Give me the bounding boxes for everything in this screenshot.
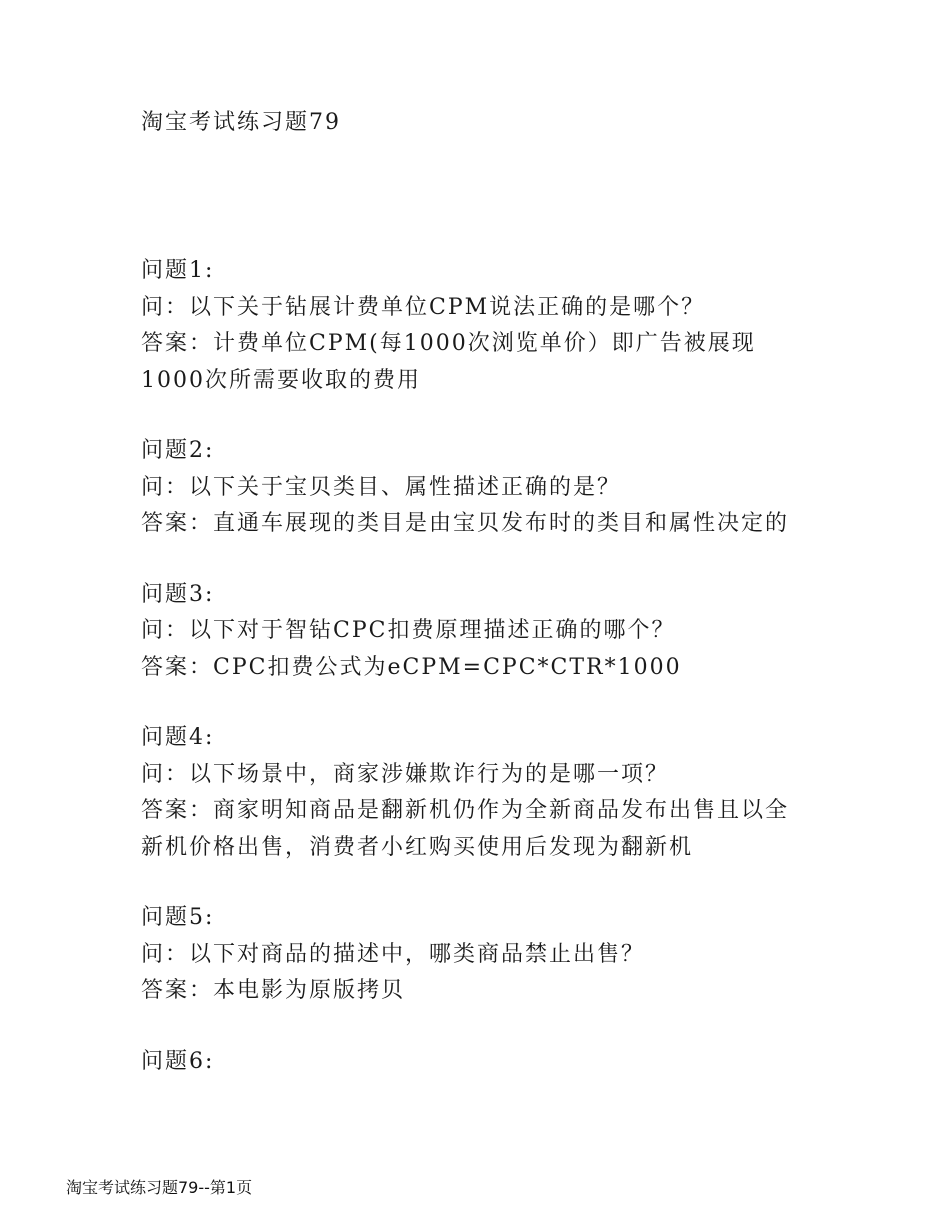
- question-text: 问：以下场景中，商家涉嫌欺诈行为的是哪一项？: [141, 761, 670, 787]
- answer-text-continued: 1000次所需要收取的费用: [141, 367, 421, 393]
- question-block-4: [141, 720, 821, 866]
- question-text: 问：以下关于钻展计费单位CPM说法正确的是哪个？: [141, 294, 706, 320]
- answer-text: 答案：计费单位CPM(每1000次浏览单价）即广告被展现: [141, 331, 756, 356]
- answer-text-continued: 新机价格出售，消费者小红购买使用后发现为翻新机: [141, 834, 694, 860]
- answer-text: 答案：商家明知商品是翻新机仍作为全新商品发布出售且以全: [141, 798, 790, 823]
- question-heading: 问题2:: [141, 438, 215, 463]
- question-block-1: [141, 253, 821, 399]
- question-heading: 问题6:: [141, 1048, 215, 1074]
- question-text: 问：以下关于宝贝类目、属性描述正确的是？: [141, 474, 622, 500]
- question-list: [141, 253, 821, 1114]
- question-block-3: [141, 577, 821, 687]
- answer-text: 答案：CPC扣费公式为eCPM=CPC*CTR*1000: [141, 654, 682, 680]
- document-title: 淘宝考试练习题79: [141, 110, 341, 135]
- question-block-6: [141, 1044, 821, 1081]
- question-heading: 问题1:: [141, 258, 215, 283]
- question-text: 问：以下对商品的描述中，哪类商品禁止出售？: [141, 941, 646, 967]
- question-heading: 问题4:: [141, 725, 215, 750]
- answer-text: 答案：本电影为原版拷贝: [141, 978, 406, 1003]
- question-block-5: [141, 900, 821, 1010]
- page-footer: 淘宝考试练习题79--第1页: [66, 1178, 253, 1197]
- question-heading: 问题3:: [141, 581, 215, 607]
- question-text: 问：以下对于智钻CPC扣费原理描述正确的哪个？: [141, 618, 676, 643]
- question-block-2: [141, 433, 821, 543]
- question-heading: 问题5:: [141, 905, 215, 930]
- answer-text: 答案：直通车展现的类目是由宝贝发布时的类目和属性决定的: [141, 511, 790, 536]
